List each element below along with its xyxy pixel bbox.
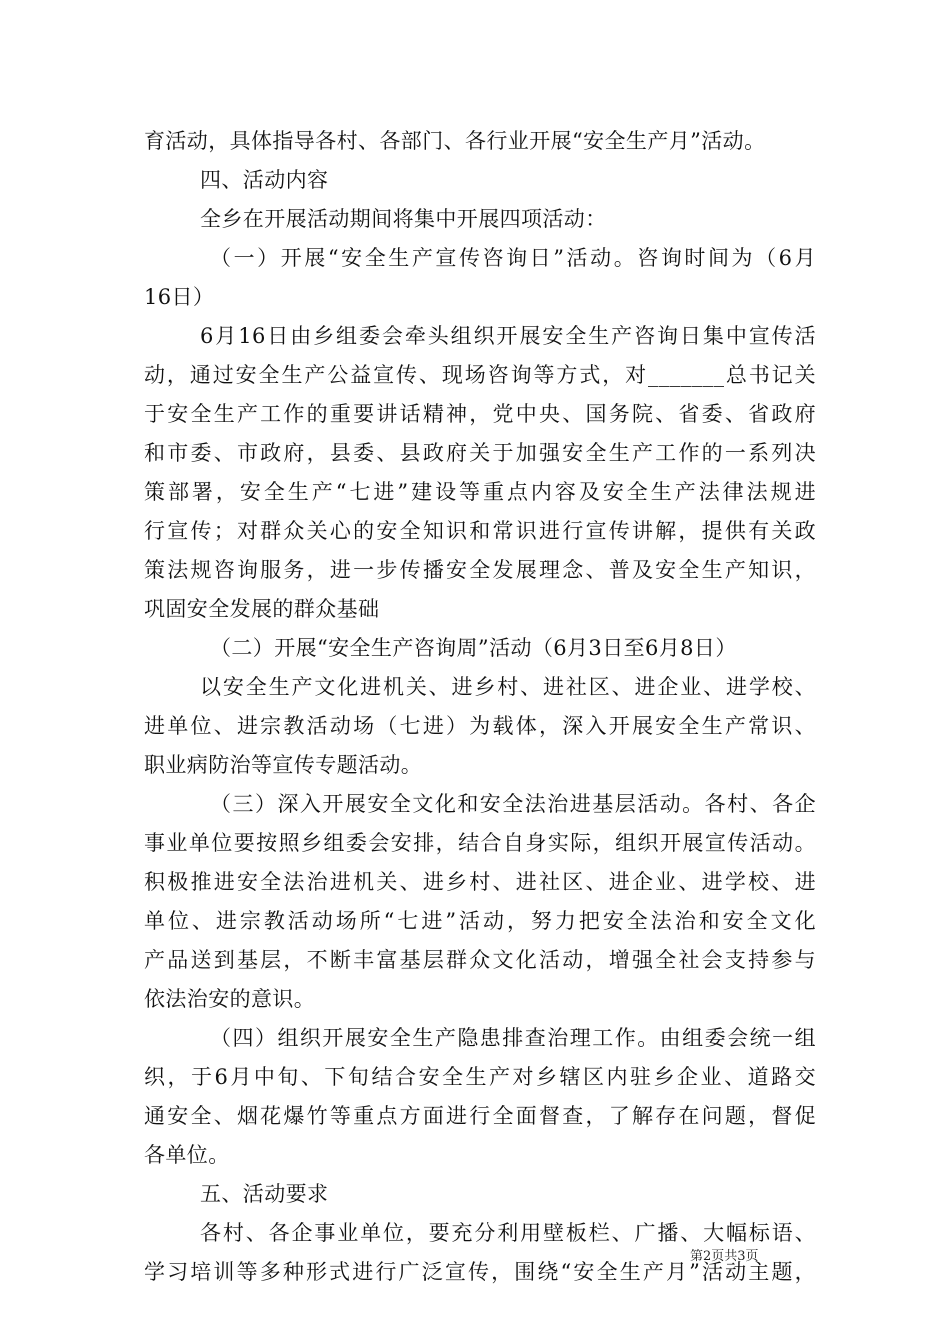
text-line: 16日）: [144, 285, 215, 309]
text-line: （四）组织开展安全生产隐患排查治理工作。由组委会统一组: [210, 1026, 816, 1050]
text-line: 行宣传；对群众关心的安全知识和常识进行宣传讲解，提供有关政: [144, 519, 816, 543]
text-line: 策法规咨询服务，进一步传播安全发展理念、普及安全生产知识，: [144, 558, 816, 582]
text-line: 各村、各企事业单位，要充分利用壁板栏、广播、大幅标语、: [200, 1221, 816, 1245]
text-line: 策部署，安全生产“七进”建设等重点内容及安全生产法律法规进: [144, 480, 816, 504]
text-line: 育活动，具体指导各村、各部门、各行业开展“安全生产月”活动。: [144, 129, 766, 153]
body-text: [144, 122, 816, 1292]
text-line: 四、活动内容: [200, 168, 329, 192]
text-line: 各单位。: [144, 1143, 230, 1167]
text-line: 产品送到基层，不断丰富基层群众文化活动，增强全社会支持参与: [144, 948, 816, 972]
text-line: 单位、进宗教活动场所“七进”活动，努力把安全法治和安全文化: [144, 909, 816, 933]
text-line: 通安全、烟花爆竹等重点方面进行全面督查，了解存在问题，督促: [144, 1104, 816, 1128]
text-line: 于安全生产工作的重要讲话精神，党中央、国务院、省委、省政府: [144, 402, 816, 426]
text-line: 职业病防治等宣传专题活动。: [144, 753, 423, 777]
text-line: 依法治安的意识。: [144, 987, 316, 1011]
text-line: 学习培训等多种形式进行广泛宣传，围绕“安全生产月”活动主题，: [144, 1260, 816, 1284]
text-line: 巩固安全发展的群众基础: [144, 597, 380, 621]
text-line: 事业单位要按照乡组委会安排，结合自身实际，组织开展宣传活动。: [144, 831, 816, 855]
text-line: 以安全生产文化进机关、进乡村、进社区、进企业、进学校、: [200, 675, 816, 699]
text-line: 进单位、进宗教活动场（七进）为载体，深入开展安全生产常识、: [144, 714, 816, 738]
text-line: 和市委、市政府，县委、县政府关于加强安全生产工作的一系列决: [144, 441, 816, 465]
text-line: 6月16日由乡组委会牵头组织开展安全生产咨询日集中宣传活: [200, 324, 816, 348]
page-number: 第2页共3页: [690, 1249, 759, 1264]
text-line: 织，于6月中旬、下旬结合安全生产对乡辖区内驻乡企业、道路交: [144, 1065, 816, 1089]
text-line: （一）开展“安全生产宣传咨询日”活动。咨询时间为（6月: [210, 246, 816, 270]
text-line: （三）深入开展安全文化和安全法治进基层活动。各村、各企: [210, 792, 816, 816]
document-body: [144, 122, 816, 1292]
text-line: 积极推进安全法治进机关、进乡村、进社区、进企业、进学校、进: [144, 870, 816, 894]
text-line: 全乡在开展活动期间将集中开展四项活动：: [200, 207, 607, 231]
text-line: 动，通过安全生产公益宣传、现场咨询等方式，对_______总书记关: [144, 363, 816, 387]
text-line: 五、活动要求: [200, 1182, 329, 1206]
text-line: （二）开展“安全生产咨询周”活动（6月3日至6月8日）: [210, 636, 737, 660]
